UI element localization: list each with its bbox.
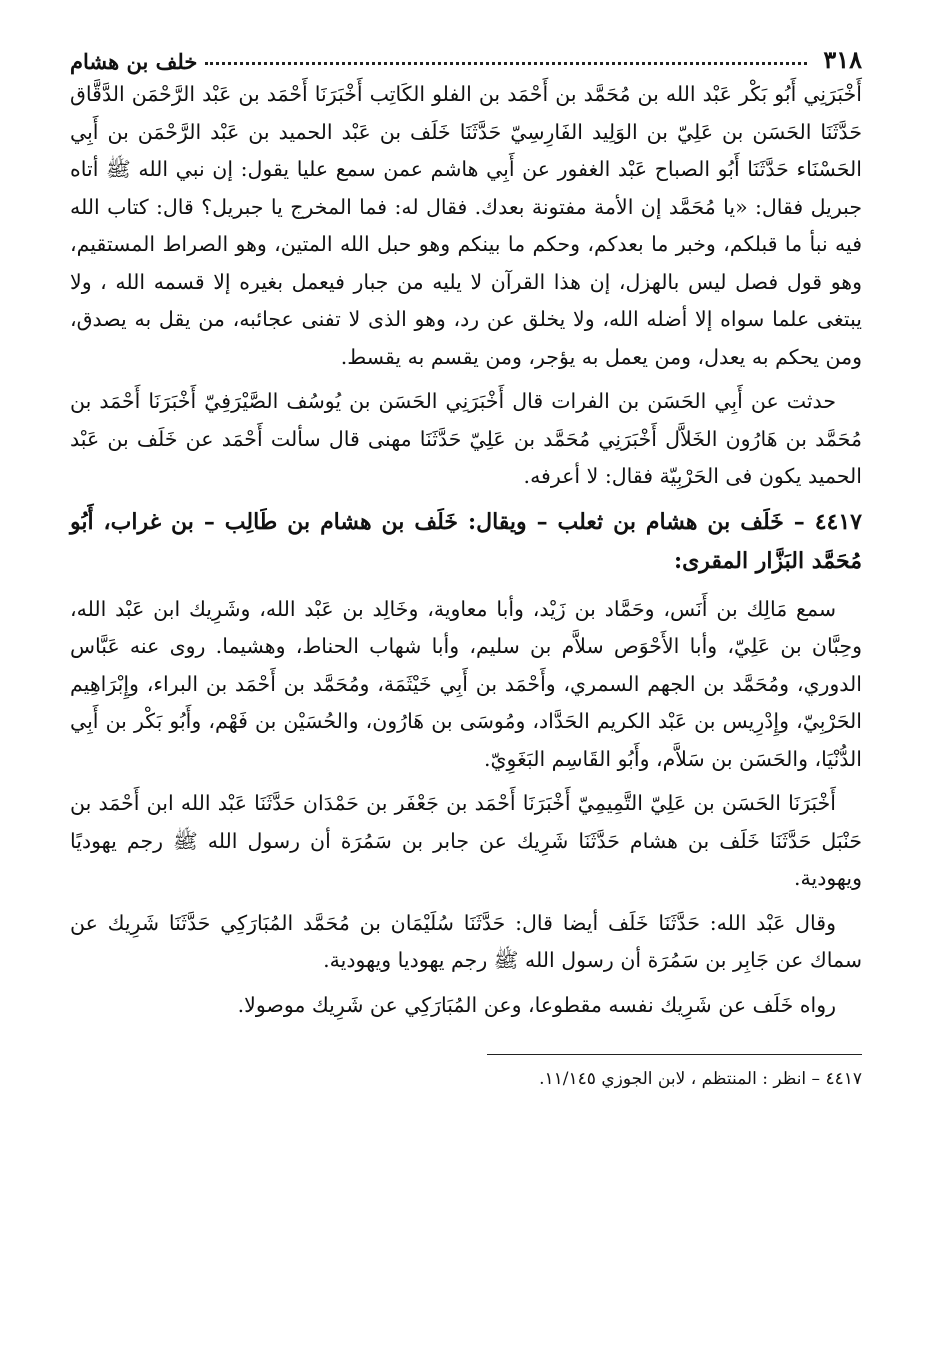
page-number: ٣١٨	[823, 45, 862, 74]
paragraph-hadith-1: أَخْبَرَنَا الحَسَن بن عَلِيّ التَّمِيمِيّ أَخْبَرَنَا أَحْمَد بن جَعْفَر بن حَمْدَان حَدَّثَنَا عَبْد الله ابن أَحْمَد بن حَنْبَل حَدَّثَنَا خَلَف بن هشام حَدَّثَنَا شَرِيك عن جابر بن سَمُرَة أن رسول الله ﷺ رجم يهوديًا ويهودية.	[70, 791, 862, 890]
page-body	[70, 76, 862, 1024]
paragraph-hadith-2: وقال عَبْد الله: حَدَّثَنَا خَلَف أيضا قال: حَدَّثَنَا سُلَيْمَان بن مُحَمَّد المُبَارَكِي حَدَّثَنَا شَرِيك عن سماك عن جَابِر بن سَمُرَة أن رسول الله ﷺ رجم يهوديا ويهودية.	[70, 910, 862, 972]
paragraph-teachers: سمع مَالِك بن أَنَس، وحَمَّاد بن زَيْد، وأبا معاوية، وخَالِد بن عَبْد الله، وشَرِيك ابن عَبْد الله، وحِبَّان بن عَلِيّ، وأبا الأَحْوَص سلاَّم بن سليم، وأبا شهاب الحناط، وهشيما. روى عنه عَبَّاس الدوري، ومُحَمَّد بن الجهم السمري، وأَحْمَد بن أَبِي خَيْثَمَة، ومُحَمَّد بن أَحْمَد بن البراء، وإِبْرَاهِيم الحَرْبِيّ، وإِدْرِيس بن عَبْد الكريم الحَدَّاد، ومُوسَى بن هَارُون، والحُسَيْن بن فَهْم، وأَبُو بَكْر بن أَبِي الدُّنْيَا، والحَسَن بن سَلاَّم، وأَبُو القَاسِم البَغَوِيّ.	[70, 596, 862, 771]
book-page	[70, 30, 862, 1093]
header-dot-leader	[205, 62, 807, 65]
footnote-divider	[487, 1054, 862, 1055]
running-title: خلف بن هشام	[70, 49, 198, 74]
paragraph-note: رواه خَلَف عن شَرِيك نفسه مقطوعا، وعن المُبَارَكِي عن شَرِيك موصولا.	[237, 992, 836, 1017]
entry-heading: ٤٤١٧ – خَلَف بن هشام بن ثعلب – ويقال: خَلَف بن هشام بن طَالِب – بن غراب، أَبُو مُحَمَّد البَزَّار المقرى:	[70, 508, 862, 574]
page-header	[70, 30, 862, 74]
footnote: ٤٤١٧ – انظر : المنتظم ، لابن الجوزي ١١/١٤٥.	[539, 1069, 862, 1089]
paragraph-isnad-1: أَخْبَرَنِي أَبُو بَكْر عَبْد الله بن مُحَمَّد بن أَحْمَد بن الفلو الكَاتِب أَخْبَرَنَا أَحْمَد بن عَبْد الرَّحْمَن الدَّقَّاق حَدَّثَنَا الحَسَن بن عَلِيّ بن الوَلِيد الفَارِسِيّ حَدَّثَنَا خَلَف بن عَبْد الحميد بن عَبْد الرَّحْمَن بن أَبِي الحَسْنَاء حَدَّثَنَا أَبُو الصباح عَبْد الغفور عن أَبِي هاشم عمن سمع عليا يقول: إن نبي الله ﷺ أتاه جبريل فقال: «يا مُحَمَّد إن الأمة مفتونة بعدك. فقال له: فما المخرج يا جبريل؟ قال: كتاب الله فيه نبأ ما قبلكم، وخبر ما بعدكم، وحكم ما بينكم وهو حبل الله المتين، وهو الصراط المستقيم، وهو قول فصل ليس بالهزل، إن هذا القرآن لا يليه من جبار فيعمل بغيره إلا قسمه الله ، ولا يبتغى علما سواه إلا أضله الله، ولا يخلق عن رد، وهو الذى لا تفنى عجائبه، من يقل به يصدق، ومن يحكم به يعدل، ومن يعمل به يؤجر، ومن يقسم به يقسط.	[70, 82, 862, 369]
paragraph-isnad-2: حدثت عن أَبِي الحَسَن بن الفرات قال أَخْبَرَنِي الحَسَن بن يُوسُف الصَّيْرَفِيّ أَخْبَرَنَا أَحْمَد بن مُحَمَّد بن هَارُون الخَلاَّل أَخْبَرَنِي مُحَمَّد بن عَلِيّ حَدَّثَنَا مهنى قال سألت أَحْمَد عن خَلَف بن عَبْد الحميد يكون فى الحَرْبِيّة فقال: لا أعرفه.	[70, 389, 862, 488]
